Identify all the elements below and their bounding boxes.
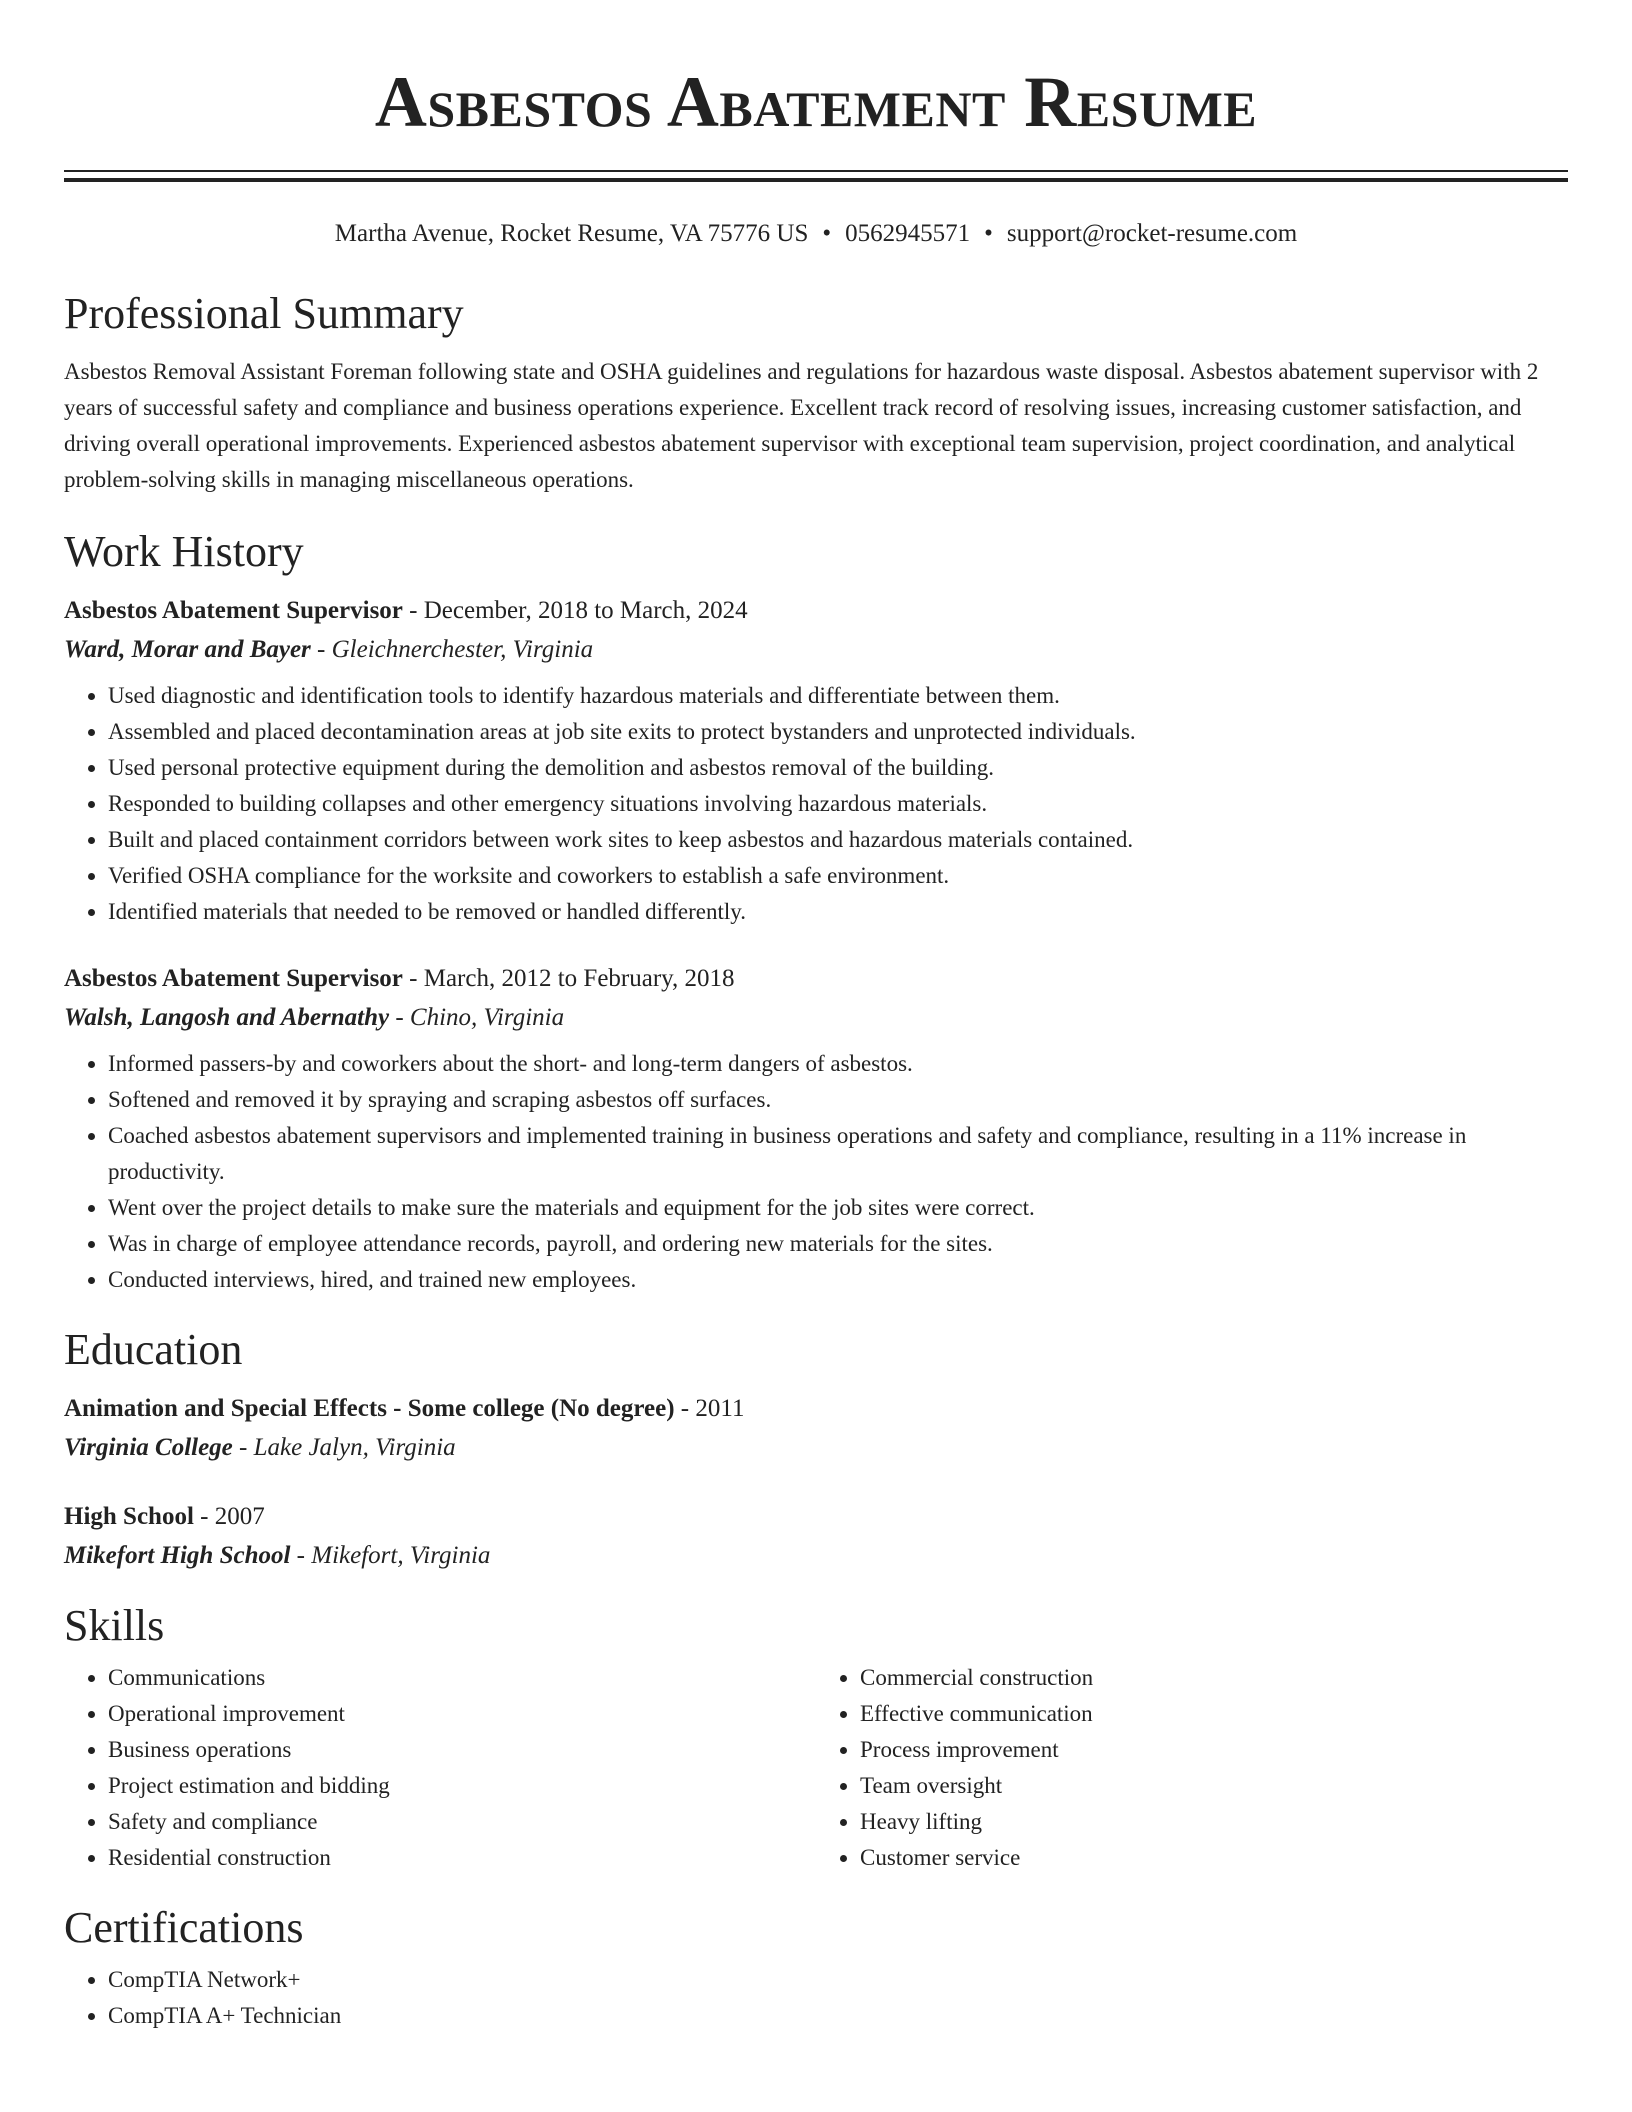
education-degree: Animation and Special Effects - Some college (No degree) [64, 1395, 675, 1422]
education-school-line [64, 1536, 1568, 1576]
job-title: Asbestos Abatement Supervisor [64, 597, 403, 624]
job-company: Walsh, Langosh and Abernathy [64, 1004, 390, 1031]
list-item: • Was in charge of employee attendance records, payroll, and ordering new materials for the sites. [108, 1226, 1568, 1262]
job-bullets [64, 678, 1568, 930]
job-company-line [64, 998, 1568, 1038]
list-item: • Coached asbestos abatement supervisors and implemented training in business operations and safety and compliance, resulting in a 11% increase in productivity. [108, 1118, 1568, 1190]
education-year: - 2011 [674, 1395, 745, 1422]
list-item: • Used diagnostic and identification tools to identify hazardous materials and differentiate between them. [108, 678, 1568, 714]
education-location: - Mikefort, Virginia [290, 1542, 491, 1569]
job-title: Asbestos Abatement Supervisor [64, 965, 403, 992]
list-item: • Communications [108, 1660, 816, 1696]
job-company: Ward, Morar and Bayer [64, 636, 311, 663]
education-location: - Lake Jalyn, Virginia [232, 1434, 456, 1461]
certifications-list [64, 1962, 1568, 2034]
list-item: • Customer service [860, 1840, 1568, 1876]
section-heading: Work History [64, 527, 304, 576]
section-heading: Professional Summary [64, 289, 464, 338]
job-title-line [64, 592, 1568, 630]
title-rule-thin [64, 170, 1568, 172]
contact-email[interactable]: support@rocket-resume.com [1006, 220, 1298, 247]
job-entry [64, 960, 1568, 1298]
education-degree: High School [64, 1503, 194, 1530]
contact-address: Martha Avenue, Rocket Resume, VA 75776 US [334, 220, 809, 247]
contact-separator: • [822, 220, 832, 247]
job-location: - Gleichnerchester, Virginia [310, 636, 594, 663]
education-degree-line [64, 1390, 1568, 1428]
list-item: • Safety and compliance [108, 1804, 816, 1840]
skills-section [64, 1600, 1568, 1876]
list-item: • Responded to building collapses and other emergency situations involving hazardous materials. [108, 786, 1568, 822]
education-year: - 2007 [193, 1503, 265, 1530]
list-item: • Identified materials that needed to be removed or handled differently. [108, 894, 1568, 930]
job-dates: - March, 2012 to February, 2018 [402, 965, 735, 992]
list-item: • Residential construction [108, 1840, 816, 1876]
education-entry [64, 1390, 1568, 1468]
contact-line [64, 218, 1568, 250]
list-item: • Business operations [108, 1732, 816, 1768]
list-item: • Softened and removed it by spraying and scraping asbestos off surfaces. [108, 1082, 1568, 1118]
job-title-line [64, 960, 1568, 998]
job-location: - Chino, Virginia [389, 1004, 565, 1031]
resume-title: Asbestos Abatement Resume [374, 62, 1258, 142]
job-dates: - December, 2018 to March, 2024 [402, 597, 748, 624]
section-heading: Skills [64, 1601, 165, 1650]
contact-separator: • [984, 220, 993, 247]
title-rule-thick [64, 178, 1568, 182]
contact-phone: 0562945571 [845, 220, 971, 247]
skills-columns [64, 1660, 1568, 1876]
education-entry [64, 1498, 1568, 1576]
education-section [64, 1324, 1568, 1576]
certifications-section [64, 1902, 1568, 2034]
section-heading: Education [64, 1325, 243, 1374]
skills-list-left [64, 1660, 816, 1876]
work-history-section [64, 526, 1568, 1298]
section-heading: Certifications [64, 1903, 304, 1952]
list-item: • Verified OSHA compliance for the worksite and coworkers to establish a safe environment. [108, 858, 1568, 894]
list-item: • Heavy lifting [860, 1804, 1568, 1840]
list-item: • Built and placed containment corridors between work sites to keep asbestos and hazardous materials contained. [108, 822, 1568, 858]
list-item: • Operational improvement [108, 1696, 816, 1732]
list-item: • Process improvement [860, 1732, 1568, 1768]
education-degree-line [64, 1498, 1568, 1536]
list-item: • CompTIA A+ Technician [108, 1998, 1568, 2034]
skills-list-right [816, 1660, 1568, 1876]
list-item: • Conducted interviews, hired, and trained new employees. [108, 1262, 1568, 1298]
job-company-line [64, 630, 1568, 670]
list-item: • Effective communication [860, 1696, 1568, 1732]
job-entry [64, 592, 1568, 930]
list-item: • Commercial construction [860, 1660, 1568, 1696]
list-item: • Informed passers-by and coworkers about the short- and long-term dangers of asbestos. [108, 1046, 1568, 1082]
professional-summary-section [64, 288, 1568, 498]
list-item: • CompTIA Network+ [108, 1962, 1568, 1998]
summary-text: Asbestos Removal Assistant Foreman following state and OSHA guidelines and regulations for hazardous waste disposal. Asbestos abatement supervisor with 2 years of successful safety and compliance and business operations experience. Excellent track record of resolving issues, increasing customer satisfaction, and driving overall operational improvements. Experienced asbestos abatement supervisor with exceptional team supervision, project coordination, and analytical problem-solving skills in managing miscellaneous operations. [64, 359, 1539, 492]
education-school: Virginia College [64, 1434, 233, 1461]
education-school: Mikefort High School [64, 1542, 291, 1569]
list-item: • Went over the project details to make sure the materials and equipment for the job sites were correct. [108, 1190, 1568, 1226]
list-item: • Assembled and placed decontamination areas at job site exits to protect bystanders and unprotected individuals. [108, 714, 1568, 750]
job-bullets [64, 1046, 1568, 1298]
education-school-line [64, 1428, 1568, 1468]
list-item: • Team oversight [860, 1768, 1568, 1804]
list-item: • Project estimation and bidding [108, 1768, 816, 1804]
list-item: • Used personal protective equipment during the demolition and asbestos removal of the building. [108, 750, 1568, 786]
